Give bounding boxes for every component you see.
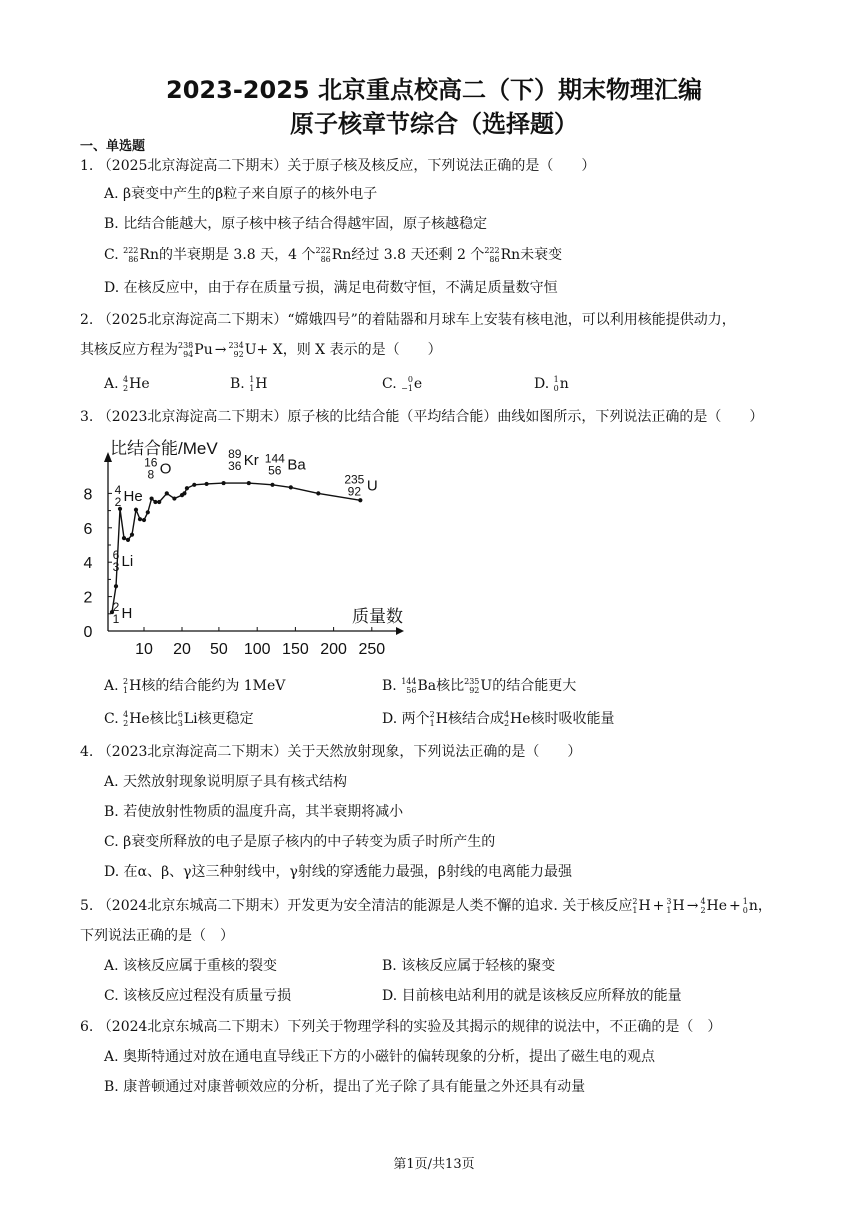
atomic-number: 86 (489, 255, 500, 264)
y-tick-label: 6 (83, 520, 93, 538)
mass-number: 1 (553, 375, 559, 384)
point-label-kr (228, 447, 259, 473)
atomic-number: 2 (503, 719, 510, 728)
q1-stem: 1. （2025北京海淀高二下期末）关于原子核及核反应，下列说法正确的是（ ） (80, 158, 596, 174)
label-atomic-number: 36 (228, 459, 242, 474)
q3-a-text: 核的结合能约为 1MeV (141, 678, 286, 694)
atomic-number: 1 (666, 906, 672, 915)
q3-option-a (104, 676, 285, 696)
mass-number: 0 (407, 375, 413, 384)
q1-c-prefix: C. (104, 247, 124, 263)
option-letter: C. (104, 711, 124, 727)
data-point (165, 491, 169, 495)
element-symbol: Rn (139, 247, 159, 263)
data-point (221, 481, 225, 485)
option-letter: D. (534, 376, 550, 392)
label-symbol: Ba (287, 456, 306, 474)
label-symbol: H (121, 605, 133, 623)
y-axis-label: 比结合能/MeV (110, 439, 218, 458)
nuclide (401, 374, 422, 394)
q6-option-a: A. 奥斯特通过对放在通电直导线正下方的小磁针的偏转现象的分析，提出了磁生电的观点 (104, 1049, 656, 1065)
mass-number: 222 (484, 246, 500, 255)
nuclide-h2 (430, 709, 448, 729)
mass-number: 4 (123, 375, 129, 384)
atomic-number: 94 (183, 350, 194, 359)
nuclide-ba (401, 676, 436, 696)
element-symbol: He (129, 711, 150, 727)
page-title: 2023-2025 北京重点校高二（下）期末物理汇编 (166, 76, 702, 104)
element-symbol: Ba (417, 678, 437, 694)
element-symbol: e (413, 376, 423, 392)
data-point (122, 536, 126, 540)
q2-option-d (534, 374, 569, 394)
data-point (146, 510, 150, 514)
q3-c-text2: 核更稳定 (197, 711, 254, 727)
label-mass-number: 89 (228, 447, 242, 462)
q1-option-a: A. β衰变中产生的β粒子来自原子的核外电子 (104, 186, 378, 202)
label-symbol: Li (121, 552, 134, 570)
element-symbol: n (559, 376, 569, 392)
atomic-number: 1 (429, 719, 435, 728)
q1-option-c (104, 245, 562, 265)
q2-stem-suffix: ，则 X 表示的是（ ） (282, 342, 442, 358)
data-point (172, 496, 176, 500)
element-symbol: U (480, 678, 493, 694)
data-point (114, 584, 118, 588)
mass-number: 4 (503, 710, 510, 719)
chart-series (110, 481, 363, 614)
q3-c-text: 核比 (149, 711, 178, 727)
nuclide (700, 896, 727, 916)
mass-number: 2 (429, 710, 435, 719)
point-label-he (115, 483, 143, 509)
label-mass-number: 6 (112, 547, 120, 562)
x-tick-label: 20 (173, 641, 191, 658)
element-symbol: Rn (331, 247, 352, 263)
atomic-number: 3 (177, 719, 183, 728)
q4-option-a: A. 天然放射现象说明原子具有核式结构 (104, 774, 348, 790)
mass-number: 6 (177, 710, 183, 719)
mass-number: 234 (228, 341, 244, 350)
mass-number: 1 (249, 375, 255, 384)
y-tick-label: 4 (83, 555, 93, 573)
q6-stem: 6. （2024北京东城高二下期末）下列关于物理学科的实验及其揭示的规律的说法中，不正确的是（ ） (80, 1019, 722, 1035)
atomic-number: −1 (401, 384, 413, 393)
atomic-number: 2 (123, 719, 129, 728)
atomic-number: 1 (123, 686, 129, 695)
x-tick-label: 50 (210, 641, 228, 658)
nuclide-u (228, 340, 256, 360)
nuclide (123, 374, 150, 394)
element-symbol: H (255, 376, 268, 392)
element-symbol: He (510, 711, 531, 727)
atomic-number: 1 (249, 384, 255, 393)
section-heading: 一、单选题 (80, 139, 146, 154)
q1-option-d: D. 在核反应中，由于存在质量亏损，满足电荷数守恒，不满足质量数守恒 (104, 280, 558, 296)
reaction-arrow-icon: → (214, 342, 227, 358)
atomic-number: 2 (123, 384, 129, 393)
atomic-number: 0 (742, 906, 748, 915)
element-symbol: U (244, 342, 257, 358)
q3-option-b (382, 676, 576, 696)
q5-equation (632, 898, 758, 914)
atomic-number: 2 (700, 906, 706, 915)
data-point (150, 496, 154, 500)
option-letter: B. (230, 376, 245, 392)
q2-stem-prefix: 其核反应方程为 (80, 342, 178, 358)
data-point (153, 500, 157, 504)
q4-option-c: C. β衰变所释放的电子是原子核内的中子转变为质子时所产生的 (104, 834, 496, 850)
chart-point-labels (113, 447, 378, 626)
nuclide (554, 374, 569, 394)
binding-energy-line (112, 483, 360, 615)
atomic-number: 0 (553, 384, 559, 393)
q5-option-b: B. 该核反应属于轻核的聚变 (382, 958, 556, 974)
element-symbol: He (706, 898, 728, 914)
q3-d-text: D. 两个 (382, 711, 430, 727)
data-point (316, 491, 320, 495)
label-mass-number: 144 (264, 451, 285, 466)
option-letter: B. (382, 678, 402, 694)
q2-stem-line2 (80, 340, 442, 360)
nuclide-h2 (123, 676, 141, 696)
data-point (138, 517, 142, 521)
point-label-h (113, 600, 133, 626)
q5-stem-line2: 下列说法正确的是（ ） (80, 928, 234, 944)
label-mass-number: 4 (114, 482, 122, 497)
x-tick-label: 100 (243, 641, 271, 658)
mass-number: 4 (700, 897, 706, 906)
q2-option-c (382, 374, 422, 394)
nuclide (632, 896, 650, 916)
data-point (247, 481, 251, 485)
data-point (205, 482, 209, 486)
q3-option-d (382, 709, 615, 729)
label-atomic-number: 1 (112, 612, 120, 627)
nuclide (666, 896, 684, 916)
q6-option-b: B. 康普顿通过对康普顿效应的分析，提出了光子除了具有能量之外还具有动量 (104, 1079, 586, 1095)
label-mass-number: 2 (112, 600, 120, 615)
atomic-number: 86 (320, 255, 331, 264)
data-point (192, 483, 196, 487)
reaction-arrow-icon: → (686, 898, 699, 914)
q5-option-a: A. 该核反应属于重核的裂变 (104, 958, 278, 974)
page-subtitle: 原子核章节综合（选择题） (290, 110, 578, 138)
option-letter: C. (382, 376, 397, 392)
mass-number: 222 (315, 246, 331, 255)
binding-energy-chart (78, 436, 408, 661)
q5-stem-suffix: ， (757, 898, 772, 914)
q5-option-c: C. 该核反应过程没有质量亏损 (104, 988, 292, 1004)
label-symbol: O (159, 460, 172, 478)
plus-sign: + (729, 898, 741, 914)
atomic-number: 86 (128, 255, 139, 264)
q1-c-text3: 未衰变 (520, 247, 563, 263)
data-point (126, 538, 130, 542)
data-point (142, 518, 146, 522)
page-footer: 第1页/共13页 (393, 1157, 475, 1172)
element-symbol: H (638, 898, 651, 914)
label-atomic-number: 92 (347, 484, 362, 499)
label-atomic-number: 3 (112, 559, 120, 574)
element-symbol: Rn (500, 247, 521, 263)
point-label-o (144, 455, 171, 481)
label-mass-number: 235 (344, 472, 365, 487)
x-tick-label: 250 (358, 641, 386, 658)
element-symbol: Pu (194, 342, 213, 358)
element-symbol: H (435, 711, 448, 727)
element-symbol: H (672, 898, 685, 914)
nuclide-rn (484, 245, 520, 265)
plus-x: + X (256, 342, 283, 358)
data-point (130, 533, 134, 537)
q4-stem: 4. （2023北京海淀高二下期末）关于天然放射现象，下列说法正确的是（ ） (80, 744, 582, 760)
q5-option-d: D. 目前核电站利用的就是该核反应所释放的能量 (382, 988, 682, 1004)
q1-c-text2: 经过 3.8 天还剩 2 个 (351, 247, 485, 263)
data-point (289, 485, 293, 489)
x-axis-arrow-icon (396, 627, 404, 635)
q5-stem-prefix: 5. （2024北京东城高二下期末）开发更为安全清洁的能源是人类不懈的追求. 关于核反应 (80, 898, 633, 914)
q3-d-text2: 核结合成 (447, 711, 504, 727)
q3-option-c (104, 709, 254, 729)
label-atomic-number: 56 (268, 463, 282, 478)
label-atomic-number: 8 (147, 467, 155, 482)
label-symbol: Kr (243, 452, 259, 470)
mass-number: 144 (401, 677, 417, 686)
nuclide-rn (316, 245, 352, 265)
atomic-number: 92 (233, 350, 244, 359)
nuclide (743, 896, 758, 916)
q5-stem-line1 (80, 896, 772, 916)
q3-stem: 3. （2023北京海淀高二下期末）原子核的比结合能（平均结合能）曲线如图所示，下列说法正确的是（ ） (80, 409, 764, 425)
data-point (185, 486, 189, 490)
label-atomic-number: 2 (114, 494, 122, 509)
q4-option-d: D. 在α、β、γ这三种射线中，γ射线的穿透能力最强，β射线的电离能力最强 (104, 864, 573, 880)
mass-number: 3 (666, 897, 672, 906)
q2-stem-line1: 2. （2025北京海淀高二下期末）“嫦娥四号”的着陆器和月球车上安装有核电池，可以利用核能提供动力， (80, 312, 736, 328)
x-tick-label: 200 (320, 641, 347, 658)
data-point (270, 483, 274, 487)
nuclide-he4 (123, 709, 150, 729)
atomic-number: 1 (632, 906, 638, 915)
data-point (358, 498, 362, 502)
x-tick-label: 150 (282, 641, 309, 658)
label-symbol: He (123, 487, 143, 505)
atomic-number: 92 (469, 686, 480, 695)
q2-option-a (104, 374, 150, 394)
mass-number: 2 (632, 897, 638, 906)
mass-number: 222 (123, 246, 139, 255)
element-symbol: He (129, 376, 150, 392)
nuclide-he4 (504, 709, 531, 729)
q3-d-text3: 核时吸收能量 (530, 711, 615, 727)
point-label-ba (265, 451, 307, 477)
nuclide-pu (178, 340, 213, 360)
mass-number: 1 (742, 897, 748, 906)
atomic-number: 56 (406, 686, 417, 695)
mass-number: 238 (178, 341, 194, 350)
nuclide (249, 374, 267, 394)
mass-number: 2 (123, 677, 129, 686)
data-point (134, 508, 138, 512)
element-symbol: Li (183, 711, 198, 727)
y-tick-label: 2 (83, 589, 93, 607)
data-point (182, 491, 186, 495)
q3-b-text: 核比 (436, 678, 465, 694)
point-label-u (344, 472, 377, 498)
element-symbol: H (129, 678, 142, 694)
y-tick-label: 0 (83, 624, 93, 641)
plus-sign: + (652, 898, 665, 914)
q3-b-text2: 的结合能更大 (492, 678, 577, 694)
y-tick-label: 8 (83, 486, 93, 504)
x-tick-label: 10 (135, 641, 153, 658)
option-letter: A. (104, 376, 119, 392)
data-point (157, 500, 161, 504)
option-letter: A. (104, 678, 124, 694)
point-label-li (113, 548, 134, 574)
nuclide-rn (123, 245, 159, 265)
label-mass-number: 16 (144, 455, 158, 470)
mass-number: 235 (464, 677, 480, 686)
q4-option-b: B. 若使放射性物质的温度升高，其半衰期将减小 (104, 804, 404, 820)
element-symbol: n (748, 898, 758, 914)
q1-c-text1: 的半衰期是 3.8 天，4 个 (158, 247, 316, 263)
mass-number: 4 (123, 710, 129, 719)
nuclide-u235 (464, 676, 492, 696)
label-symbol: U (366, 477, 378, 495)
x-axis-label: 质量数 (352, 607, 403, 626)
q1-option-b: B. 比结合能越大，原子核中核子结合得越牢固，原子核越稳定 (104, 216, 488, 232)
nuclide-li6 (178, 709, 198, 729)
q2-option-b (230, 374, 268, 394)
